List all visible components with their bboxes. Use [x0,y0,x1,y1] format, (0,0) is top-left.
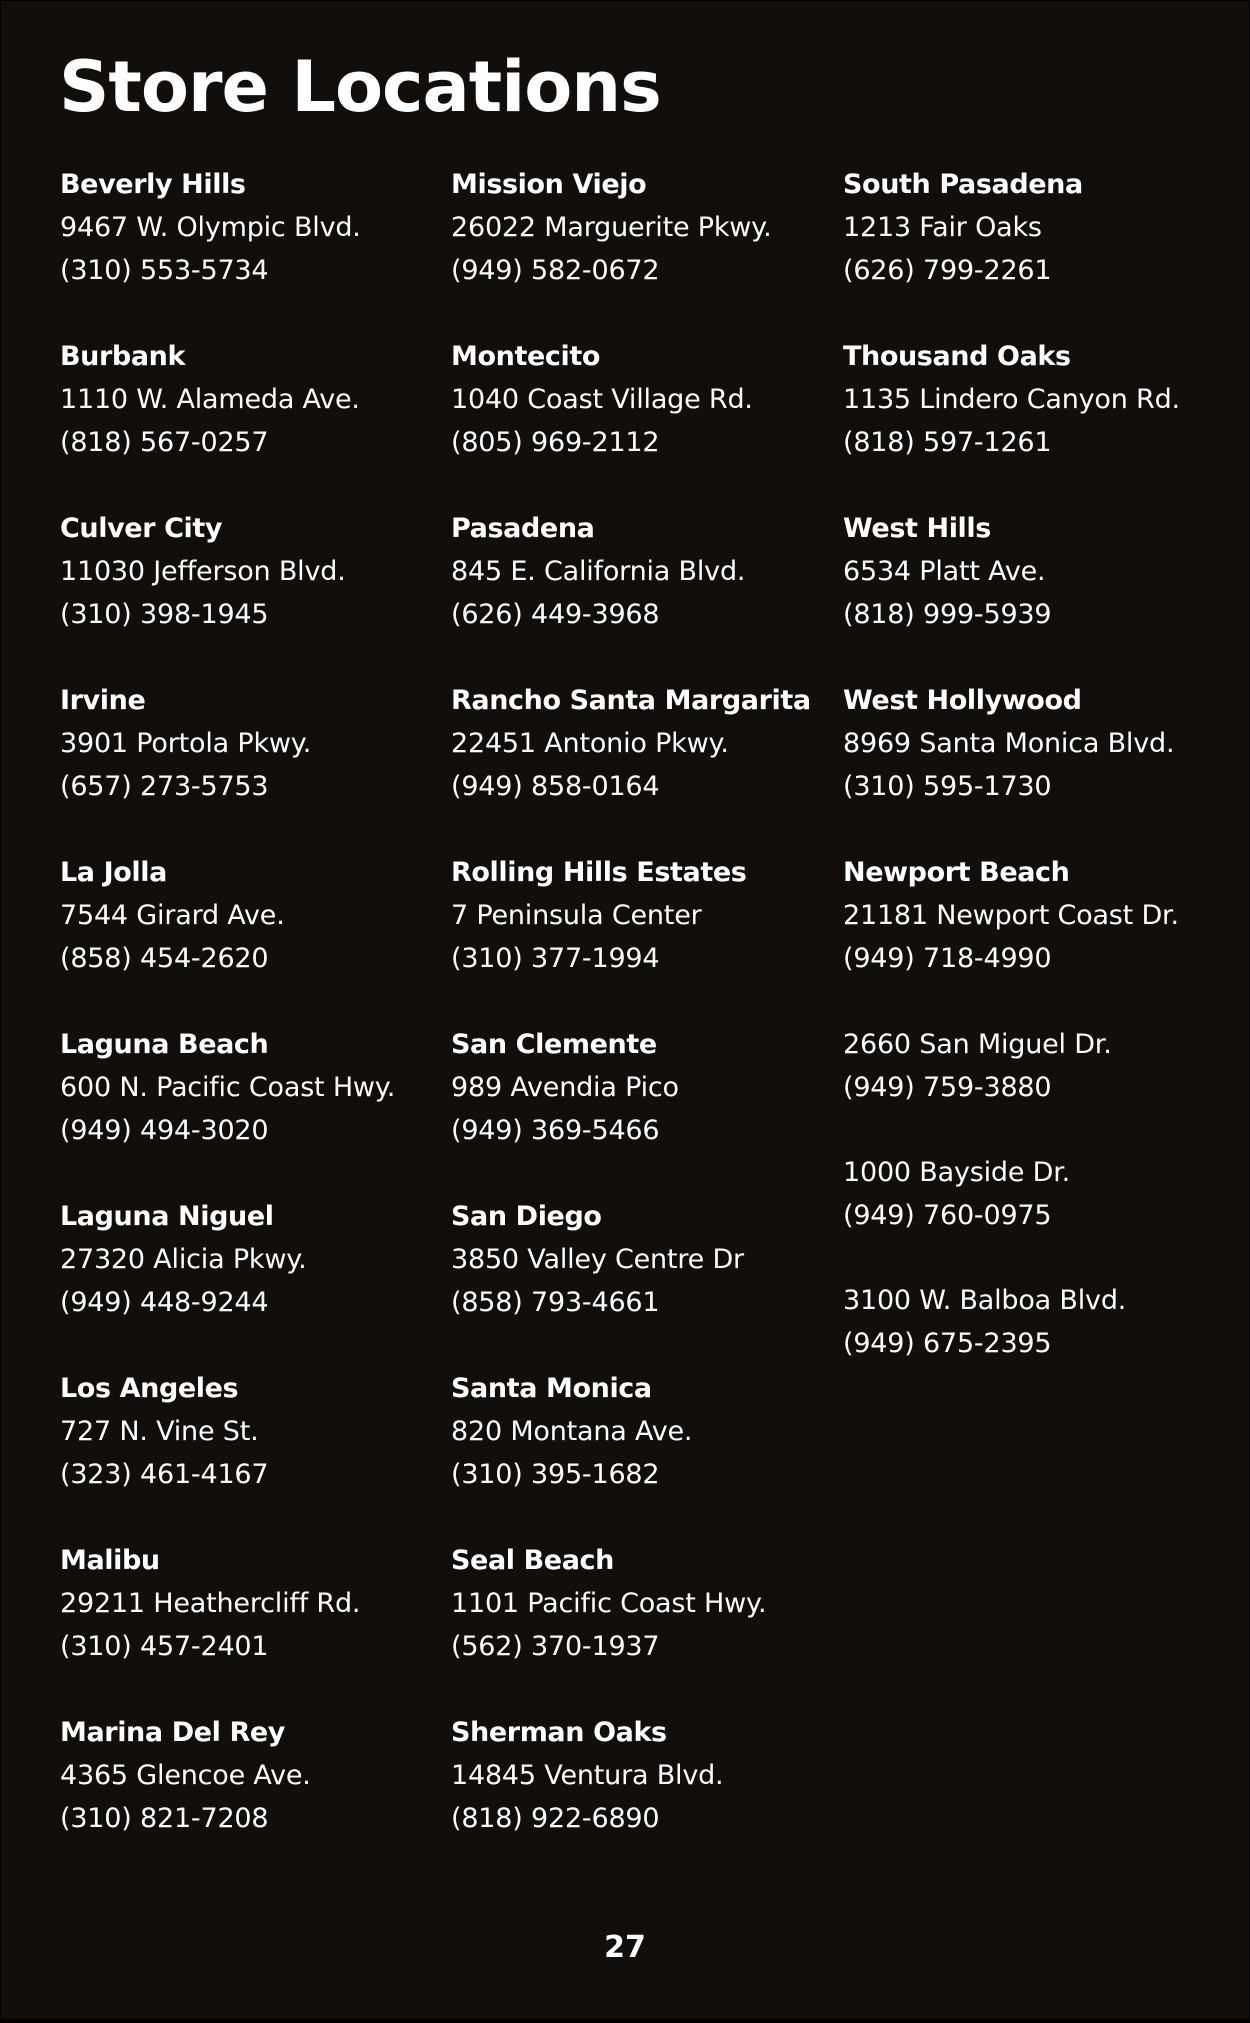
store-entry [451,1023,841,1195]
store-entry [60,335,450,507]
store-address: 7 Peninsula Center [451,900,702,931]
store-phone: (310) 595-1730 [843,771,1052,802]
store-phone: (949) 675-2395 [843,1328,1052,1359]
store-entry [60,1711,450,1883]
store-address: 1110 W. Alameda Ave. [60,384,360,415]
store-address: 4365 Glencoe Ave. [60,1760,311,1791]
store-name: Montecito [451,341,600,372]
additional-location [843,1279,1243,1407]
store-address: 29211 Heathercliff Rd. [60,1588,361,1619]
store-address: 845 E. California Blvd. [451,556,746,587]
store-address: 727 N. Vine St. [60,1416,259,1447]
store-name: Laguna Beach [60,1029,269,1060]
store-entry [451,1711,841,1883]
store-entry [451,335,841,507]
store-address: 21181 Newport Coast Dr. [843,900,1179,931]
store-address: 1040 Coast Village Rd. [451,384,753,415]
store-address: 3100 W. Balboa Blvd. [843,1285,1127,1316]
store-column-1 [60,163,450,1883]
store-entry [451,1539,841,1711]
store-phone: (626) 449-3968 [451,599,660,630]
store-address: 11030 Jefferson Blvd. [60,556,346,587]
store-phone: (949) 448-9244 [60,1287,269,1318]
store-address: 1000 Bayside Dr. [843,1157,1071,1188]
store-phone: (323) 461-4167 [60,1459,269,1490]
store-name: South Pasadena [843,169,1083,200]
store-phone: (562) 370-1937 [451,1631,660,1662]
store-address: 14845 Ventura Blvd. [451,1760,724,1791]
store-phone: (949) 858-0164 [451,771,660,802]
store-address: 600 N. Pacific Coast Hwy. [60,1072,396,1103]
store-phone: (949) 582-0672 [451,255,660,286]
store-address: 22451 Antonio Pkwy. [451,728,729,759]
store-entry [843,851,1243,1023]
store-entry [60,163,450,335]
store-phone: (818) 999-5939 [843,599,1052,630]
store-phone: (626) 799-2261 [843,255,1052,286]
store-address: 3901 Portola Pkwy. [60,728,312,759]
store-address: 3850 Valley Centre Dr [451,1244,744,1275]
store-name: Rancho Santa Margarita [451,685,811,716]
store-phone: (818) 597-1261 [843,427,1052,458]
store-name: Thousand Oaks [843,341,1071,372]
store-entry [60,507,450,679]
additional-location [843,1023,1243,1151]
store-name: Laguna Niguel [60,1201,274,1232]
store-name: Sherman Oaks [451,1717,667,1748]
store-address: 989 Avendia Pico [451,1072,679,1103]
store-name: Rolling Hills Estates [451,857,747,888]
store-phone: (310) 395-1682 [451,1459,660,1490]
store-phone: (949) 718-4990 [843,943,1052,974]
store-phone: (949) 369-5466 [451,1115,660,1146]
store-address: 8969 Santa Monica Blvd. [843,728,1175,759]
store-entry [451,1195,841,1367]
store-column-3 [843,163,1243,1407]
store-name: Culver City [60,513,223,544]
store-address: 1101 Pacific Coast Hwy. [451,1588,767,1619]
store-entry [843,163,1243,335]
store-phone: (805) 969-2112 [451,427,660,458]
page-title: Store Locations [59,46,661,128]
store-entry [451,851,841,1023]
page-number: 27 [604,1930,646,1965]
store-address: 26022 Marguerite Pkwy. [451,212,772,243]
store-name: Pasadena [451,513,595,544]
store-phone: (310) 553-5734 [60,255,269,286]
store-entry [451,679,841,851]
store-phone: (949) 759-3880 [843,1072,1052,1103]
store-entry [60,1367,450,1539]
store-locations-page [1,1,1249,2019]
store-phone: (818) 922-6890 [451,1803,660,1834]
store-address: 820 Montana Ave. [451,1416,693,1447]
store-name: Beverly Hills [60,169,246,200]
store-entry [451,163,841,335]
store-entry [843,335,1243,507]
store-name: Newport Beach [843,857,1070,888]
store-name: La Jolla [60,857,167,888]
store-address: 7544 Girard Ave. [60,900,285,931]
store-address: 2660 San Miguel Dr. [843,1029,1112,1060]
store-entry [451,507,841,679]
store-address: 1135 Lindero Canyon Rd. [843,384,1180,415]
store-entry [60,1023,450,1195]
store-address: 1213 Fair Oaks [843,212,1042,243]
store-name: Santa Monica [451,1373,652,1404]
store-name: Irvine [60,685,146,716]
store-address: 6534 Platt Ave. [843,556,1046,587]
store-entry [60,679,450,851]
store-name: Mission Viejo [451,169,647,200]
store-name: Malibu [60,1545,160,1576]
store-phone: (310) 457-2401 [60,1631,269,1662]
store-name: San Diego [451,1201,602,1232]
store-phone: (657) 273-5753 [60,771,269,802]
store-phone: (949) 760-0975 [843,1200,1052,1231]
store-entry [451,1367,841,1539]
store-phone: (310) 377-1994 [451,943,660,974]
store-column-2 [451,163,841,1883]
store-phone: (310) 398-1945 [60,599,269,630]
store-address: 9467 W. Olympic Blvd. [60,212,361,243]
store-phone: (818) 567-0257 [60,427,269,458]
additional-location [843,1151,1243,1279]
store-name: Burbank [60,341,186,372]
store-name: West Hollywood [843,685,1082,716]
store-phone: (949) 494-3020 [60,1115,269,1146]
store-name: Seal Beach [451,1545,614,1576]
store-address: 27320 Alicia Pkwy. [60,1244,307,1275]
store-phone: (310) 821-7208 [60,1803,269,1834]
store-entry [843,507,1243,679]
store-phone: (858) 454-2620 [60,943,269,974]
store-name: West Hills [843,513,991,544]
store-entry [60,1539,450,1711]
store-name: San Clemente [451,1029,657,1060]
store-entry [60,851,450,1023]
store-name: Marina Del Rey [60,1717,285,1748]
store-phone: (858) 793-4661 [451,1287,660,1318]
store-entry [60,1195,450,1367]
store-name: Los Angeles [60,1373,239,1404]
store-entry [843,679,1243,851]
